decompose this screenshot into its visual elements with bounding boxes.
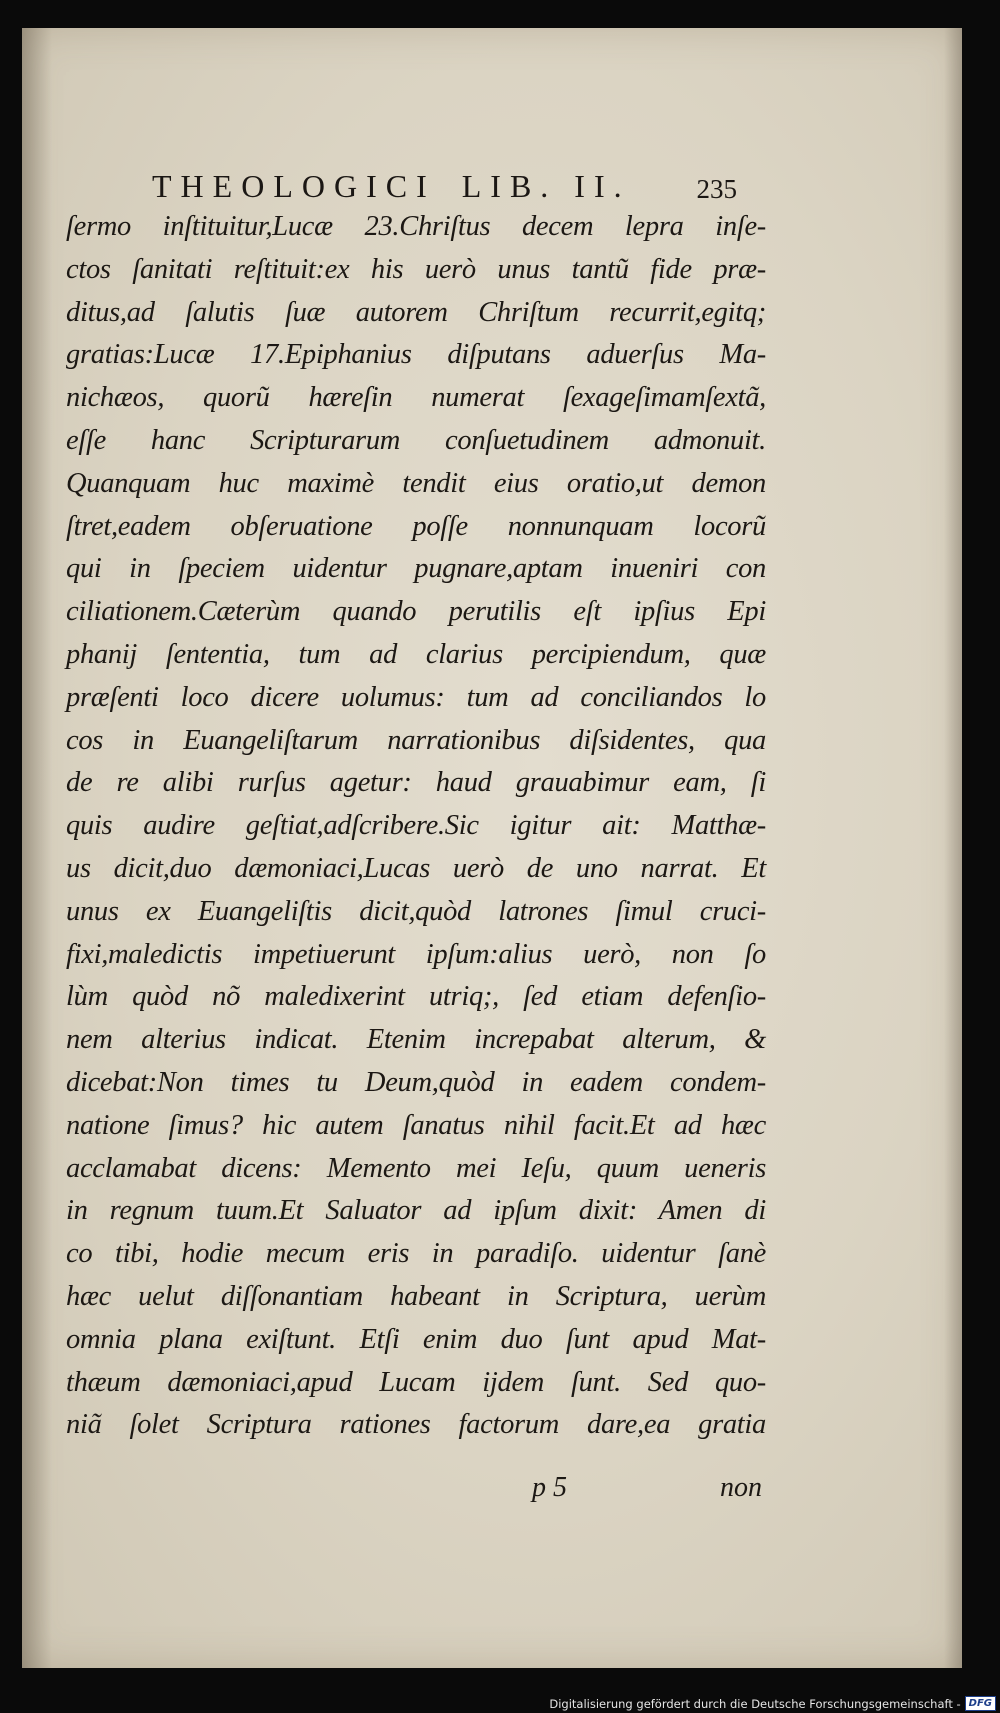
- body-text: [66, 206, 766, 1447]
- text-line: de re alibi rurſus agetur: haud grauabimur eam, ſi: [66, 767, 766, 799]
- page-gutter-shadow: [22, 28, 52, 1668]
- signature-mark: p 5: [532, 1472, 567, 1503]
- catchword: non: [720, 1472, 762, 1503]
- text-line: hæc uelut diſſonantiam habeant in Scriptura, uerùm: [66, 1280, 766, 1312]
- text-line: qui in ſpeciem uidentur pugnare,aptam inueniri con: [66, 553, 766, 585]
- text-line: niã ſolet Scriptura rationes factorum dare,ea gratia: [66, 1409, 766, 1441]
- page-footer: [532, 1472, 762, 1512]
- text-line: in regnum tuum.Et Saluator ad ipſum dixit: Amen di: [66, 1195, 766, 1227]
- page-edge-shadow: [944, 28, 962, 1668]
- text-line: ſermo inſtituitur,Lucæ 23.Chriſtus decem lepra inſe-: [66, 211, 766, 242]
- text-line: nichæos, quorũ hæreſin numerat ſexageſimamſextã,: [66, 382, 766, 414]
- text-line: nem alterius indicat. Etenim increpabat alterum, &: [66, 1024, 766, 1056]
- text-line: omnia plana exiſtunt. Etſi enim duo ſunt apud Mat-: [66, 1323, 766, 1355]
- text-line: lùm quòd nõ maledixerint utriq;, ſed etiam defenſio-: [66, 981, 766, 1013]
- credit-text: Digitalisierung gefördert durch die Deutsche Forschungsgemeinschaft -: [549, 1696, 961, 1711]
- text-line: unus ex Euangeliſtis dicit,quòd latrones ſimul cruci-: [66, 895, 766, 927]
- text-line: fixi,maledictis impetiuerunt ipſum:alius uerò, non ſo: [66, 938, 766, 970]
- scanned-page: [22, 28, 962, 1668]
- text-line: gratias:Lucæ 17.Epiphanius diſputans aduerſus Ma-: [66, 339, 766, 371]
- text-line: præſenti loco dicere uolumus: tum ad conciliandos lo: [66, 681, 766, 713]
- book-label: LIB. II.: [461, 168, 631, 204]
- text-line: quis audire geſtiat,adſcribere.Sic igitur ait: Matthæ-: [66, 810, 766, 842]
- digitization-credit: [549, 1696, 996, 1711]
- text-line: phanij ſententia, tum ad clarius percipiendum, quæ: [66, 638, 766, 670]
- text-line: ſtret,eadem obſeruatione poſſe nonnunquam locorũ: [66, 510, 766, 542]
- text-line: co tibi, hodie mecum eris in paradiſo. uidentur ſanè: [66, 1238, 766, 1270]
- text-line: acclamabat dicens: Memento mei Ieſu, quum ueneris: [66, 1152, 766, 1184]
- text-line: Quanquam huc maximè tendit eius oratio,ut demon: [66, 467, 766, 499]
- text-line: ctos ſanitati reſtituit:ex his uerò unus tantũ fide præ-: [66, 253, 766, 285]
- text-line: cos in Euangeliſtarum narrationibus diſsidentes, qua: [66, 724, 766, 756]
- text-line: dicebat:Non times tu Deum,quòd in eadem condem-: [66, 1066, 766, 1098]
- page-number: 235: [696, 174, 737, 204]
- dfg-logo-icon: DFG: [965, 1696, 996, 1711]
- text-line: eſſe hanc Scripturarum conſuetudinem admonuit.: [66, 424, 766, 456]
- text-line: us dicit,duo dæmoniaci,Lucas uerò de uno narrat. Et: [66, 852, 766, 884]
- text-line: thæum dæmoniaci,apud Lucam ijdem ſunt. Sed quo-: [66, 1366, 766, 1398]
- text-line: natione ſimus? hic autem ſanatus nihil facit.Et ad hæc: [66, 1109, 766, 1141]
- running-header: [152, 168, 772, 205]
- text-line: ciliationem.Cæterùm quando perutilis eſt ipſius Epi: [66, 596, 766, 628]
- running-title: THEOLOGICI: [152, 168, 436, 204]
- text-line: ditus,ad ſalutis ſuæ autorem Chriſtum recurrit,egitq;: [66, 296, 766, 328]
